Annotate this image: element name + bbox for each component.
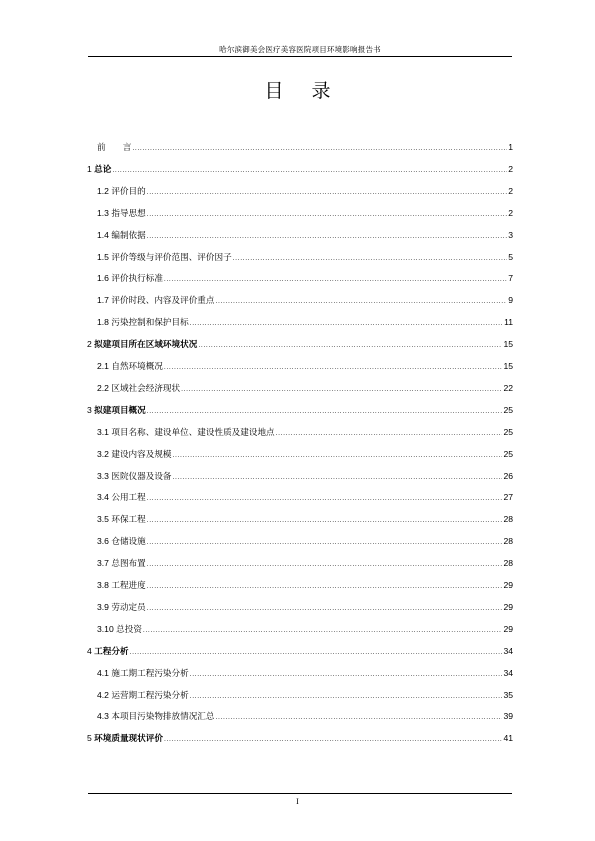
toc-entry-number: 1.3 bbox=[97, 207, 112, 218]
toc-entry-page: 27 bbox=[503, 492, 513, 503]
toc-entry[interactable] bbox=[87, 337, 513, 351]
toc-dot-leader bbox=[130, 646, 503, 660]
toc-entry-label bbox=[87, 731, 163, 746]
toc-entry-number: 3.7 bbox=[97, 558, 112, 569]
toc-entry[interactable] bbox=[87, 666, 513, 680]
toc-entry-text: 劳动定员 bbox=[111, 602, 146, 613]
toc-entry-number: 1.7 bbox=[97, 295, 112, 306]
toc-dot-leader bbox=[147, 405, 503, 419]
toc-entry-label bbox=[97, 666, 189, 681]
toc-entry-page: 2 bbox=[508, 207, 513, 218]
toc-entry-text: 运营期工程污染分析 bbox=[111, 690, 189, 701]
toc-entry[interactable] bbox=[87, 425, 513, 439]
toc-dot-leader bbox=[147, 514, 503, 528]
toc-entry[interactable] bbox=[87, 688, 513, 702]
toc-entry[interactable] bbox=[87, 228, 513, 242]
toc-entry-number: 2.2 bbox=[97, 382, 112, 393]
toc-entry-label bbox=[97, 622, 142, 637]
toc-entry-label bbox=[97, 534, 146, 549]
toc-entry[interactable] bbox=[87, 622, 513, 636]
toc-entry-label bbox=[97, 512, 146, 527]
toc-entry-label bbox=[97, 315, 189, 330]
toc-entry-page: 39 bbox=[503, 711, 513, 722]
toc-entry-number: 5 bbox=[87, 733, 95, 744]
toc-entry-number: 1.2 bbox=[97, 185, 112, 196]
toc-dot-leader bbox=[190, 668, 503, 682]
toc-entry[interactable] bbox=[87, 556, 513, 570]
toc-entry-label bbox=[97, 359, 163, 374]
page-header-title: 哈尔滨御美会医疗美容医院项目环境影响报告书 bbox=[219, 45, 381, 54]
toc-entry-text: 评价等级与评价范围、评价因子 bbox=[111, 252, 232, 263]
toc-dot-leader bbox=[198, 339, 502, 353]
toc-entry-text: 仓储设施 bbox=[111, 537, 146, 548]
toc-dot-leader bbox=[164, 361, 503, 375]
toc-entry-number: 3.4 bbox=[97, 492, 112, 503]
toc-entry-label bbox=[97, 600, 146, 615]
toc-entry-number: 3.2 bbox=[97, 448, 112, 459]
toc-entry-page: 25 bbox=[503, 448, 513, 459]
toc-entry-text: 公用工程 bbox=[111, 493, 146, 504]
toc-dot-leader bbox=[164, 273, 507, 287]
toc-entry-page: 1 bbox=[508, 142, 513, 152]
toc-entry-page: 34 bbox=[503, 667, 513, 678]
toc-entry[interactable] bbox=[87, 162, 513, 176]
toc-entry-label bbox=[97, 578, 146, 593]
toc-entry-text: 拟建项目概况 bbox=[94, 405, 146, 416]
toc-entry-number: 4 bbox=[87, 645, 95, 656]
toc-entry-label bbox=[87, 403, 146, 418]
footer-rule bbox=[88, 793, 512, 794]
toc-entry-page: 25 bbox=[503, 426, 513, 437]
toc-entry[interactable] bbox=[87, 512, 513, 526]
toc-entry-text: 污染控制和保护目标 bbox=[111, 318, 189, 329]
toc-entry-label bbox=[97, 293, 214, 308]
toc-entry-page: 35 bbox=[503, 689, 513, 700]
toc-entry-number: 3 bbox=[87, 404, 95, 415]
toc-entry-text: 医院仪器及设备 bbox=[111, 471, 172, 482]
toc-entry[interactable] bbox=[87, 469, 513, 483]
toc-dot-leader bbox=[147, 580, 503, 594]
toc-entry-text: 评价执行标准 bbox=[111, 274, 163, 285]
toc-entry[interactable] bbox=[87, 206, 513, 220]
toc-dot-leader bbox=[173, 449, 503, 463]
toc-entry-text: 编制依据 bbox=[111, 230, 146, 241]
toc-entry-page: 28 bbox=[503, 514, 513, 525]
toc-entry[interactable] bbox=[87, 184, 513, 198]
toc-entry-number: 4.2 bbox=[97, 689, 112, 700]
toc-entry-number: 2.1 bbox=[97, 361, 112, 371]
toc-entry-page: 7 bbox=[508, 273, 513, 284]
toc-dot-leader bbox=[215, 711, 502, 725]
toc-entry-text: 工程进度 bbox=[111, 581, 146, 591]
toc-entry[interactable] bbox=[87, 534, 513, 548]
toc-entry-number: 3.8 bbox=[97, 580, 112, 590]
toc-entry-label bbox=[97, 425, 275, 440]
toc-entry-text: 施工期工程污染分析 bbox=[111, 668, 189, 679]
toc-dot-leader bbox=[215, 295, 507, 309]
toc-entry[interactable] bbox=[87, 381, 513, 395]
toc-dot-leader bbox=[233, 252, 508, 266]
toc-entry-number: 2 bbox=[87, 339, 95, 350]
toc-entry-label bbox=[97, 556, 146, 571]
toc-entry-text: 前 言 bbox=[97, 143, 132, 153]
toc-entry-text: 建设内容及规模 bbox=[111, 449, 172, 460]
toc-entry-number: 1 bbox=[87, 163, 95, 174]
toc-entry-label bbox=[87, 162, 111, 177]
toc-dot-leader bbox=[147, 602, 503, 616]
toc-entry[interactable] bbox=[87, 447, 513, 461]
toc-dot-leader bbox=[147, 208, 507, 222]
toc-dot-leader bbox=[147, 492, 503, 506]
toc-entry-number: 3.3 bbox=[97, 470, 112, 481]
toc-entry-page: 29 bbox=[503, 623, 513, 634]
toc-entry-page: 2 bbox=[508, 163, 513, 174]
toc-entry-text: 自然环境概况 bbox=[111, 362, 163, 372]
toc-entry-label bbox=[97, 228, 146, 243]
toc-entry[interactable] bbox=[87, 644, 513, 658]
toc-entry[interactable] bbox=[87, 293, 513, 307]
toc-entry-text: 环保工程 bbox=[111, 515, 146, 526]
toc-dot-leader bbox=[132, 142, 507, 156]
toc-entry-label bbox=[97, 688, 189, 703]
toc-entry-text: 评价时段、内容及评价重点 bbox=[111, 296, 215, 307]
toc-entry-page: 3 bbox=[508, 229, 513, 240]
toc-entry-text: 本项目污染物排放情况汇总 bbox=[111, 712, 215, 723]
toc-entry-label bbox=[97, 469, 172, 484]
toc-dot-leader bbox=[190, 317, 503, 331]
toc-entry[interactable] bbox=[87, 140, 513, 154]
toc-entry[interactable] bbox=[87, 490, 513, 504]
toc-entry-label bbox=[97, 271, 163, 286]
toc-entry-text: 工程分析 bbox=[94, 646, 129, 657]
toc-entry-number: 3.1 bbox=[97, 426, 112, 437]
toc-entry-label bbox=[87, 644, 129, 659]
toc-entry-page: 5 bbox=[508, 251, 513, 262]
toc-entry[interactable] bbox=[87, 250, 513, 264]
toc-entry-label bbox=[97, 490, 146, 505]
toc-entry-page: 15 bbox=[503, 339, 513, 350]
toc-entry[interactable] bbox=[87, 271, 513, 285]
toc-dot-leader bbox=[164, 733, 503, 747]
toc-entry-number: 1.6 bbox=[97, 273, 112, 284]
toc-dot-leader bbox=[112, 164, 507, 178]
toc-entry-page: 11 bbox=[504, 317, 513, 328]
toc-entry-text: 总投资 bbox=[116, 624, 142, 635]
toc-entry-text: 评价目的 bbox=[111, 186, 146, 197]
toc-entry[interactable] bbox=[87, 359, 513, 373]
toc-entry-text: 环境质量现状评价 bbox=[94, 734, 163, 745]
toc-entry-text: 指导思想 bbox=[111, 208, 146, 219]
toc-entry-page: 15 bbox=[503, 361, 513, 371]
toc-entry-page: 22 bbox=[503, 382, 513, 393]
toc-entry-text: 总论 bbox=[94, 164, 112, 175]
toc-entry-number: 1.8 bbox=[97, 317, 112, 328]
header-rule bbox=[88, 56, 512, 57]
toc-entry[interactable] bbox=[87, 600, 513, 614]
toc-entry-label bbox=[97, 709, 214, 724]
toc-entry-page: 29 bbox=[503, 601, 513, 612]
toc-entry-text: 区域社会经济现状 bbox=[111, 383, 181, 394]
toc-entry-number: 3.6 bbox=[97, 536, 112, 547]
toc-entry-page: 41 bbox=[503, 733, 513, 744]
toc-entry-text: 拟建项目所在区域环境状况 bbox=[94, 340, 198, 351]
toc-entry-page: 28 bbox=[503, 536, 513, 547]
toc-dot-leader bbox=[147, 558, 503, 572]
toc-dot-leader bbox=[181, 383, 502, 397]
toc-entry-page: 25 bbox=[503, 404, 513, 415]
toc-entry-number: 1.5 bbox=[97, 251, 112, 262]
toc-entry-label bbox=[87, 337, 197, 352]
toc-title: 目录 bbox=[264, 80, 359, 102]
toc-entry[interactable] bbox=[87, 709, 513, 723]
toc-entry-page: 26 bbox=[503, 470, 513, 481]
toc-entry[interactable] bbox=[87, 315, 513, 329]
toc-entry-label bbox=[97, 206, 146, 221]
toc-entry-number: 3.9 bbox=[97, 601, 112, 612]
toc-dot-leader bbox=[190, 690, 503, 704]
toc-dot-leader bbox=[147, 186, 507, 200]
toc-entry-page: 34 bbox=[503, 645, 513, 656]
toc-entry-number: 3.10 bbox=[97, 623, 117, 634]
toc-dot-leader bbox=[147, 230, 507, 244]
toc-entry-text: 总图布置 bbox=[111, 559, 146, 570]
toc-entry-number: 4.1 bbox=[97, 667, 112, 678]
toc-entry-number: 4.3 bbox=[97, 711, 112, 722]
toc-entry-number: 1.4 bbox=[97, 229, 112, 240]
toc-entry-label bbox=[97, 381, 180, 396]
toc-dot-leader bbox=[276, 427, 503, 441]
toc-entry-label bbox=[97, 140, 131, 155]
toc-entry[interactable] bbox=[87, 403, 513, 417]
toc-entry-label bbox=[97, 447, 172, 462]
toc-entry-page: 9 bbox=[508, 295, 513, 306]
page-number: I bbox=[296, 797, 299, 806]
toc-entry-page: 2 bbox=[508, 185, 513, 196]
toc-dot-leader bbox=[143, 624, 503, 638]
toc-entry-page: 28 bbox=[503, 558, 513, 569]
toc-dot-leader bbox=[147, 536, 503, 550]
toc-entry-label bbox=[97, 184, 146, 199]
toc-entry-text: 项目名称、建设单位、建设性质及建设地点 bbox=[111, 427, 275, 438]
toc-entry[interactable] bbox=[87, 578, 513, 592]
toc-entry-page: 29 bbox=[503, 580, 513, 590]
toc-entry-number: 3.5 bbox=[97, 514, 112, 525]
toc-entry[interactable] bbox=[87, 731, 513, 745]
toc-entry-label bbox=[97, 250, 232, 265]
toc-dot-leader bbox=[173, 471, 503, 485]
